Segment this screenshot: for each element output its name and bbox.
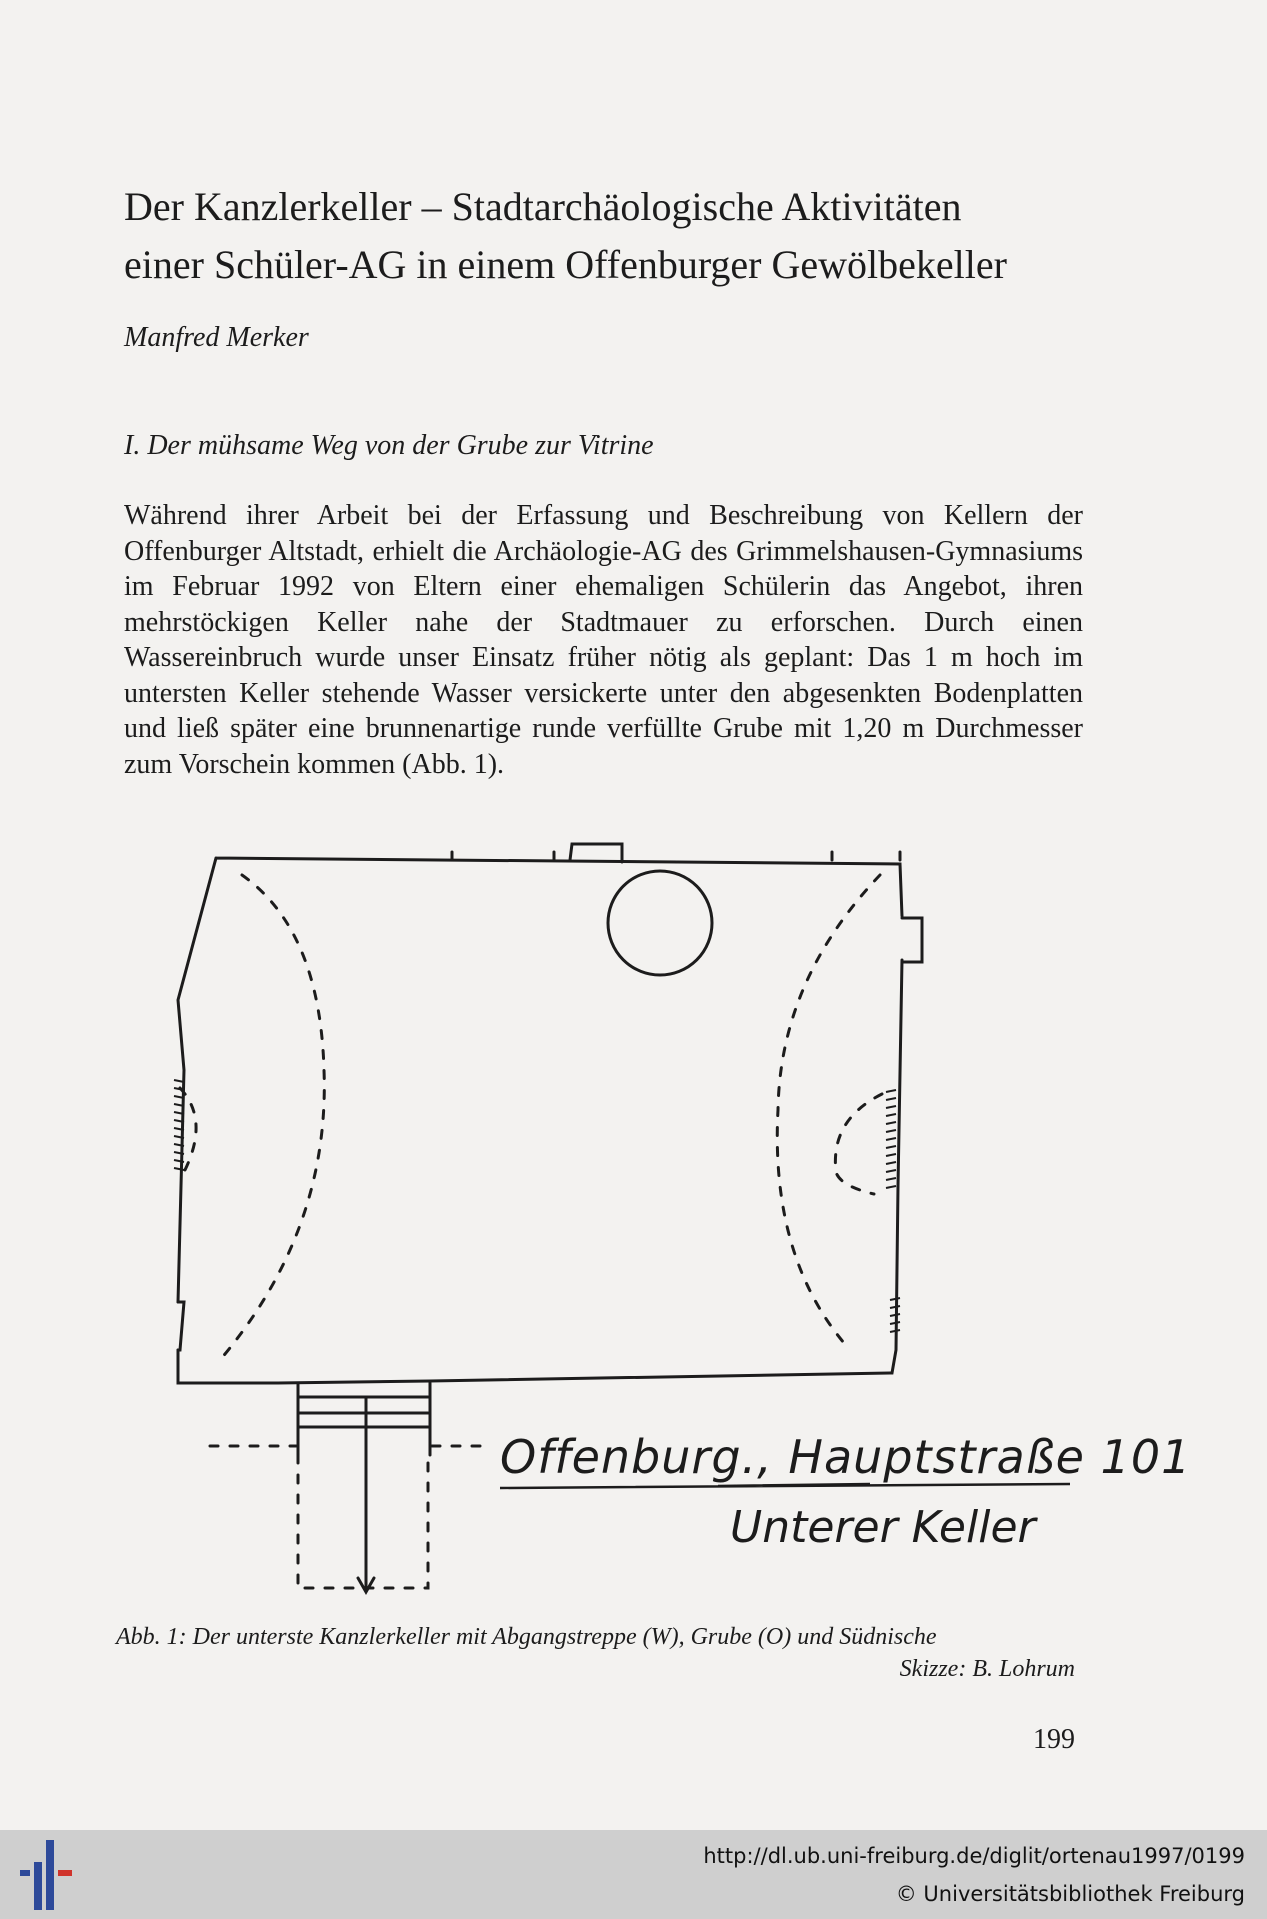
plan-outer-wall bbox=[178, 858, 902, 1383]
plan-left-bottom-niche bbox=[178, 1302, 184, 1350]
figure-caption: Abb. 1: Der unterste Kanzlerkeller mit Abgangstreppe (W), Grube (O) und Südnische bbox=[116, 1624, 937, 1650]
plan-top-niche bbox=[570, 844, 622, 862]
section-heading: I. Der mühsame Weg von der Grube zur Vitrine bbox=[124, 430, 654, 461]
article-title bbox=[124, 178, 1124, 294]
title-line-2: einer Schüler-AG in einem Offenburger Gewölbekeller bbox=[124, 242, 1007, 287]
handwritten-address: Offenburg., Hauptstraße 101 bbox=[500, 1430, 1192, 1484]
cellar-floor-plan-figure bbox=[170, 830, 1070, 1610]
footer-url-link[interactable]: http://dl.ub.uni-freiburg.de/diglit/ortenau1997/0199 bbox=[703, 1844, 1245, 1868]
library-footer bbox=[0, 1830, 1267, 1919]
plan-vault-left bbox=[220, 875, 324, 1360]
body-paragraph: Während ihrer Arbeit bei der Erfassung und Beschreibung von Kellern der Offenburger Altstadt, erhielt die Archäologie-AG des Grimmelshausen-Gymnasiums im Februar 1992 von Eltern einer ehemaligen Schülerin das Angebot, ihren mehrstöckigen Keller nahe der Stadtmauer zu erforschen. Durch einen Wassereinbruch wurde unser Einsatz früher nötig als geplant: Das 1 m hoch im untersten Keller stehende Wasser versickerte unter den abgesenkten Bodenplatten und ließ später eine brunnenartige runde verfüllte Grube mit 1,20 m Durchmesser zum Vorschein kommen (Abb. 1). bbox=[124, 500, 1083, 780]
plan-grube-circle bbox=[608, 871, 712, 975]
handwritten-label: Unterer Keller bbox=[730, 1502, 1036, 1553]
plan-hatch-right bbox=[886, 1090, 896, 1188]
plan-stair bbox=[298, 1383, 430, 1455]
plan-vault-right bbox=[777, 875, 880, 1350]
floor-plan-sketch bbox=[170, 830, 1070, 1610]
plan-stair-dashed bbox=[298, 1455, 428, 1588]
handwriting-underline bbox=[500, 1484, 1070, 1488]
title-line-1: Der Kanzlerkeller – Stadtarchäologische Aktivitäten bbox=[124, 184, 962, 229]
footer-copyright: © Universitätsbibliothek Freiburg bbox=[895, 1882, 1245, 1906]
plan-right-niche bbox=[902, 918, 922, 962]
ub-freiburg-logo-icon bbox=[20, 1840, 76, 1910]
plan-right-niche-arc bbox=[835, 1094, 882, 1194]
page-number: 199 bbox=[1033, 1724, 1075, 1755]
figure-credit: Skizze: B. Lohrum bbox=[899, 1656, 1075, 1682]
author-name: Manfred Merker bbox=[124, 322, 309, 353]
